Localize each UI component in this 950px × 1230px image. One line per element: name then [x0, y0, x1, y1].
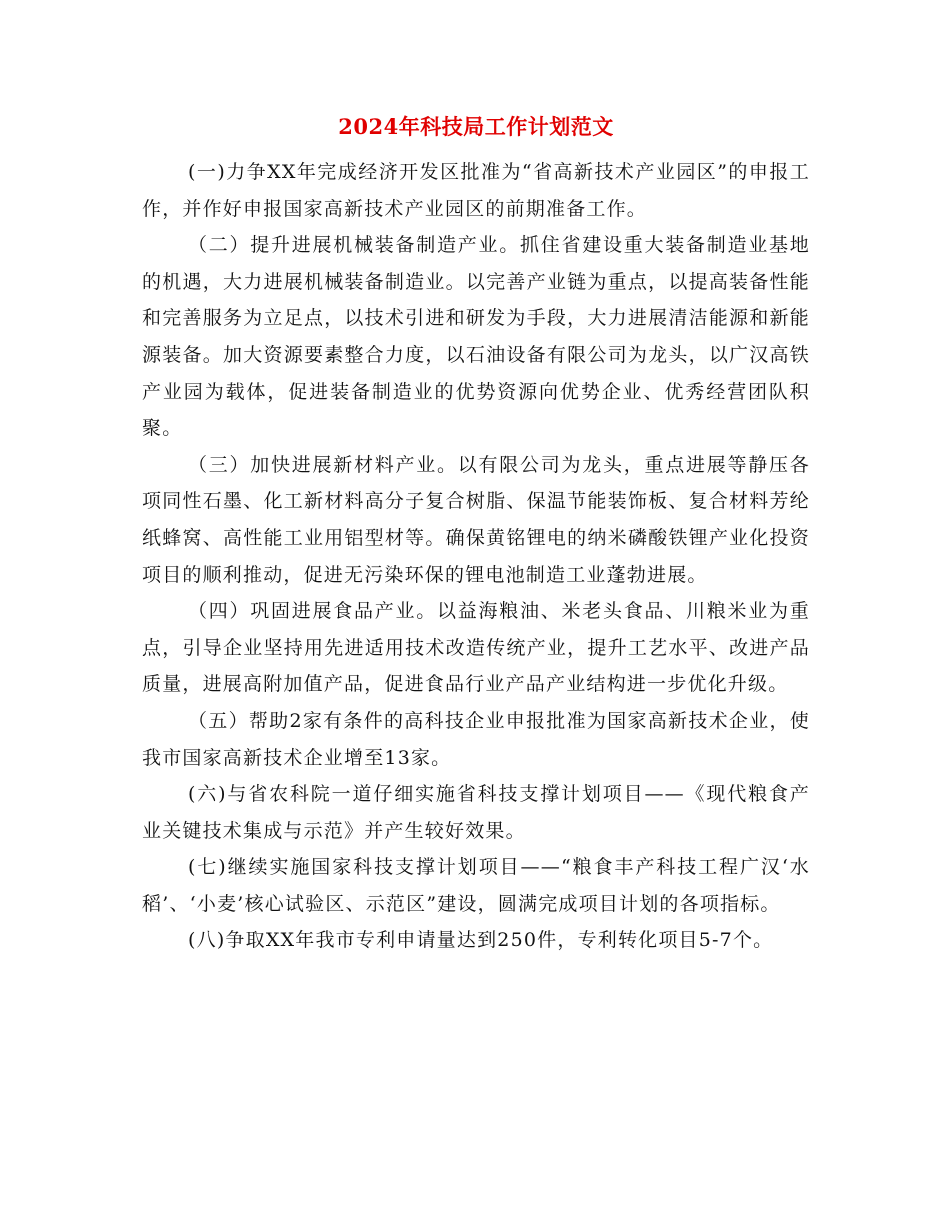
paragraph-1: (一)力争XX年完成经济开发区批准为“省高新技术产业园区”的申报工作，并作好申报国家高新技术产业园区的前期准备工作。: [142, 161, 810, 220]
document-title: 2024年科技局工作计划范文: [338, 114, 614, 139]
paragraph-5: （五）帮助2家有条件的高科技企业申报批准为国家高新技术企业，使我市国家高新技术企业增至13家。: [142, 709, 810, 769]
paragraph-4: （四）巩固进展食品产业。以益海粮油、米老头食品、川粮米业为重点，引导企业坚持用先进适用技术改造传统产业，提升工艺水平、改进产品质量，进展高附加值产品，促进食品行业产品产业结构进一步优化升级。: [142, 600, 810, 696]
paragraph-3: （三）加快进展新材料产业。以有限公司为龙头，重点进展等静压各项同性石墨、化工新材料高分子复合树脂、保温节能装饰板、复合材料芳纶纸蜂窝、高性能工业用铝型材等。确保黄铭锂电的纳米磷酸铁锂产业化投资项目的顺利推动，促进无污染环保的锂电池制造工业蓬勃进展。: [142, 453, 810, 586]
paragraph-2: （二）提升进展机械装备制造产业。抓住省建设重大装备制造业基地的机遇，大力进展机械装备制造业。以完善产业链为重点，以提高装备性能和完善服务为立足点，以技术引进和研发为手段，大力进展清洁能源和新能源装备。加大资源要素整合力度，以石油设备有限公司为龙头，以广汉高铁产业园为载体，促进装备制造业的优势资源向优势企业、优秀经营团队积聚。: [142, 234, 810, 440]
paragraph-7: (七)继续实施国家科技支撑计划项目——“粮食丰产科技工程广汉‘水稻’、‘小麦’核心试验区、示范区”建设，圆满完成项目计划的各项指标。: [142, 856, 810, 915]
document-page: [142, 112, 810, 959]
paragraph-6: (六)与省农科院一道仔细实施省科技支撑计划项目——《现代粮食产业关键技术集成与示范》并产生较好效果。: [142, 783, 810, 842]
paragraph-8: (八)争取XX年我市专利申请量达到250件，专利转化项目5-7个。: [188, 929, 774, 952]
